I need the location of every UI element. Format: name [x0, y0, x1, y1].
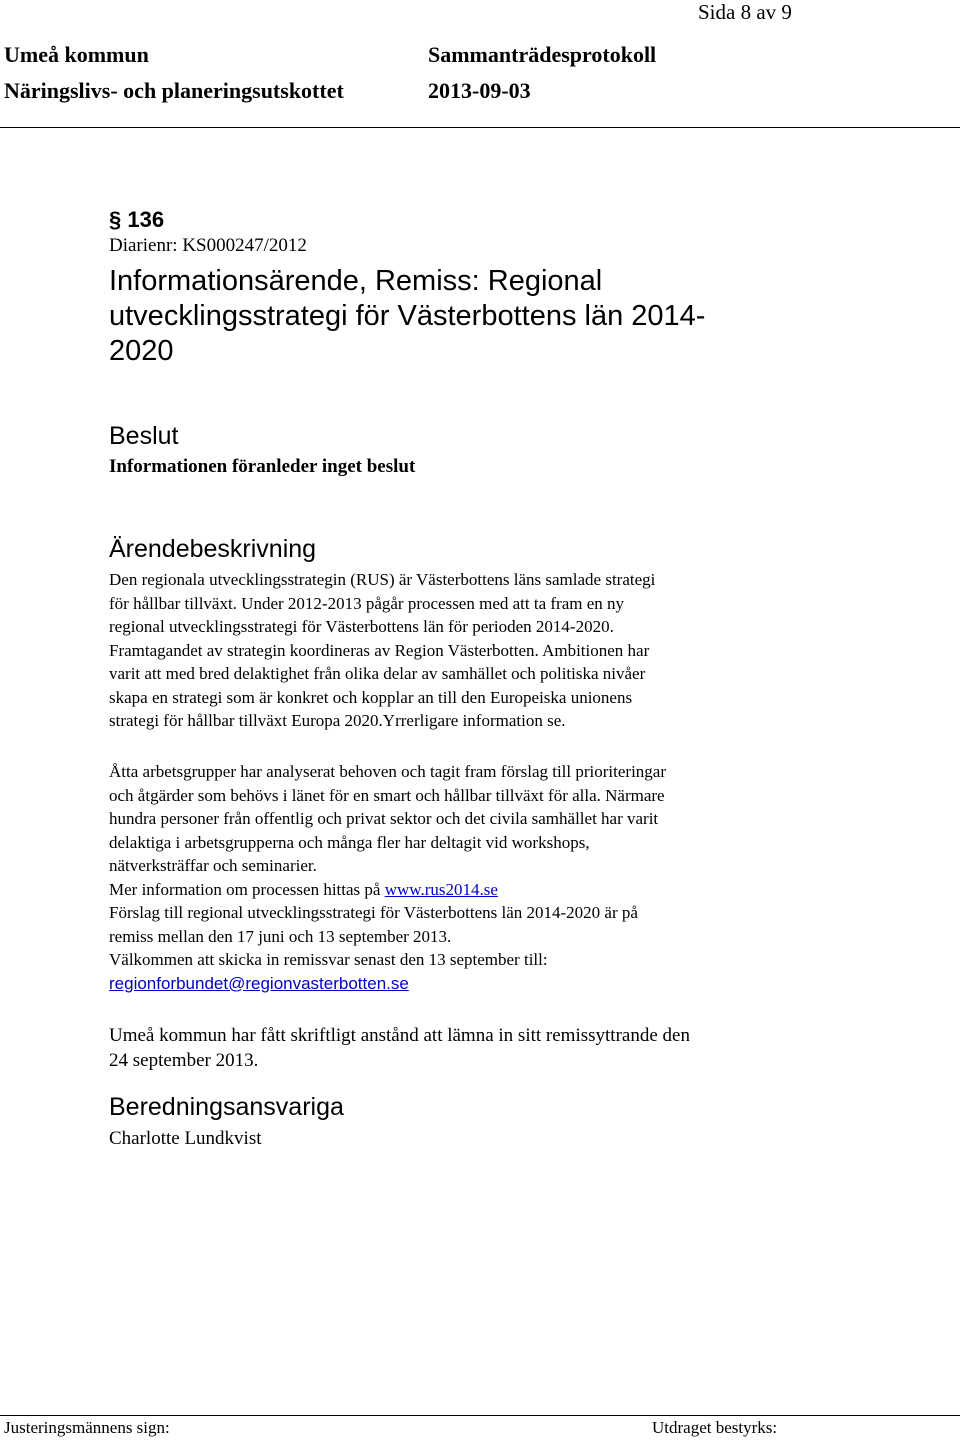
paragraph-line: hundra personer från offentlig och privat sektor och det civila samhället har varit [109, 809, 659, 828]
organization-name: Umeå kommun [4, 42, 149, 67]
paragraph-line: regional utvecklingsstrategi för Västerbottens län för perioden 2014-2020. [109, 617, 614, 636]
paragraph-line: Umeå kommun har fått skriftligt anstånd att lämna in sitt remissyttrande den [109, 1025, 690, 1046]
welcome-line: Välkommen att skicka in remissvar senast den 13 september till: [109, 950, 548, 969]
responsible-heading: Beredningsansvariga [109, 1093, 344, 1121]
item-number [109, 207, 164, 233]
paragraph-line: för hållbar tillväxt. Under 2012-2013 pågår processen med att ta fram en ny [109, 593, 625, 613]
item-title-line: utvecklingsstrategi för Västerbottens län 2014- [109, 300, 706, 332]
footer-certified-label: Utdraget bestyrks: [652, 1418, 778, 1437]
paragraph-line: skapa en strategi som är konkret och kopplar an till den Europeiska unionens [109, 687, 633, 707]
email-link[interactable]: regionforbundet@regionvasterbotten.se [109, 973, 409, 993]
paragraph-line: remiss mellan den 17 juni och 13 september 2013. [109, 926, 452, 946]
description-paragraph-2 [109, 760, 666, 995]
section-symbol: § [109, 207, 122, 232]
responsible-name: Charlotte Lundkvist [109, 1128, 262, 1149]
paragraph-line: Förslag till regional utvecklingsstrategi för Västerbottens län 2014-2020 är på [109, 903, 638, 922]
paragraph-line: varit att med bred delaktighet från olika delar av samhället och politiska nivåer [109, 664, 646, 683]
committee-name: Näringslivs- och planeringsutskottet [4, 78, 344, 103]
page-number: Sida 8 av 9 [698, 0, 792, 24]
footer-divider [0, 1415, 960, 1416]
paragraph-line: delaktiga i arbetsgrupperna och många fler har deltagit vid workshops, [109, 832, 590, 852]
paragraph-line: Framtagandet av strategin koordineras av Region Västerbotten. Ambitionen har [109, 640, 650, 660]
paragraph-line: strategi för hållbar tillväxt Europa 2020.Yrrerligare information se. [109, 711, 566, 730]
item-title [109, 264, 705, 369]
header-divider [0, 127, 960, 128]
diary-number: Diarienr: KS000247/2012 [109, 235, 307, 256]
rus2014-link[interactable]: www.rus2014.se [384, 879, 498, 899]
extension-paragraph [109, 1023, 690, 1073]
meeting-date: 2013-09-03 [428, 78, 531, 103]
paragraph-line: Den regionala utvecklingsstrategin (RUS) är Västerbottens läns samlade strategi [109, 570, 656, 589]
description-heading: Ärendebeskrivning [109, 535, 317, 563]
item-title-line: Informationsärende, Remiss: Regional [109, 265, 603, 297]
paragraph-line: Åtta arbetsgrupper har analyserat behoven och tagit fram förslag till prioriteringar [109, 762, 667, 781]
email-line [109, 972, 666, 996]
more-info-line [109, 878, 666, 902]
document-type: Sammanträdesprotokoll [428, 42, 657, 67]
description-paragraph-1 [109, 568, 655, 733]
item-title-line: 2020 [109, 335, 174, 367]
paragraph-line: 24 september 2013. [109, 1050, 259, 1071]
paragraph-line: och åtgärder som behövs i länet för en smart och hållbar tillväxt för alla. Närmare [109, 785, 665, 805]
decision-text: Informationen föranleder inget beslut [109, 456, 416, 477]
paragraph-line: nätverksträffar och seminarier. [109, 856, 317, 875]
more-info-text: Mer information om processen hittas på [109, 879, 385, 899]
decision-heading: Beslut [109, 422, 179, 450]
footer-signature-label: Justeringsmännens sign: [4, 1418, 170, 1437]
item-number-value: 136 [127, 207, 165, 232]
